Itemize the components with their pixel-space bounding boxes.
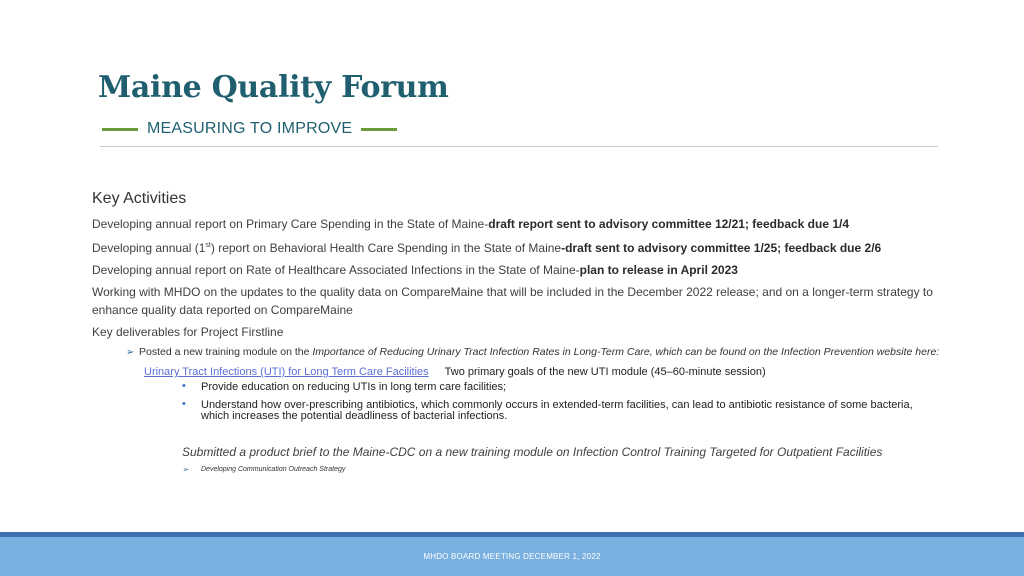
bullet-text: Posted a new training module on the <box>139 346 313 358</box>
header-divider <box>100 146 938 147</box>
goal-text: Understand how over-prescribing antibiotics, which commonly occurs in extended-term facilities, can lead to antibiotic resistance of some bacteria, which increases the potential deadliness of bacterial infections. <box>201 399 913 422</box>
activity-status: -draft sent to advisory committee 1/25; feedback due 2/6 <box>561 241 882 255</box>
activity-text: ) report on Behavioral Health Care Spending in the State of Maine <box>210 241 562 255</box>
arrow-bullet-icon: ➢ <box>182 465 189 474</box>
footer <box>0 537 1024 576</box>
submitted-brief: Submitted a product brief to the Maine-CDC on a new training module on Infection Control Training Targeted for Outpatient Facilities <box>182 445 883 459</box>
activity-text: Developing annual (1 <box>92 241 206 255</box>
activity-status: plan to release in April 2023 <box>579 263 738 277</box>
bullet-italic-text: Importance of Reducing Urinary Tract Infection Rates in Long-Term Care, which can be found on the Infection Prevention website here: <box>312 346 940 358</box>
activity-primary-care <box>92 215 942 233</box>
goal-text: Provide education on reducing UTIs in long term care facilities; <box>201 381 507 393</box>
bullet-dot-icon: • <box>182 380 186 392</box>
logo-subtitle: MEASURING TO IMPROVE <box>147 120 353 137</box>
activity-text: Developing annual report on Primary Care Spending in the State of Maine- <box>92 217 489 231</box>
goals-list <box>182 382 932 422</box>
footer-text: MHDO BOARD MEETING DECEMBER 1, 2022 <box>423 552 601 561</box>
bullet-dot-icon: • <box>182 398 186 410</box>
slide-content <box>92 190 942 473</box>
section-heading: Key Activities <box>92 190 187 207</box>
activity-status: draft report sent to advisory committee 12/21; feedback due 1/4 <box>488 217 850 231</box>
activity-hai <box>92 261 942 279</box>
deliverables-heading: Key deliverables for Project Firstline <box>92 325 284 339</box>
ordinal-suffix: st <box>205 242 211 249</box>
activity-behavioral-health <box>92 237 942 257</box>
bullet-text: Developing Communication Outreach Strategy <box>201 466 346 473</box>
list-item <box>182 400 932 422</box>
bullet-training-module <box>92 345 942 360</box>
logo-tagline <box>102 118 397 140</box>
activity-comparemaine: Working with MHDO on the updates to the quality data on CompareMaine that will be included in the December 2022 release; and on a longer-term strategy to enhance quality data reported on CompareMaine <box>92 285 933 317</box>
uti-module-link[interactable]: Urinary Tract Infections (UTI) for Long Term Care Facilities <box>144 366 429 378</box>
logo-title: Maine Quality Forum <box>98 70 449 105</box>
activity-text: Developing annual report on Rate of Healthcare Associated Infections in the State of Maine- <box>92 263 580 277</box>
bullet-outreach <box>182 466 942 473</box>
logo-left-rule <box>102 128 138 131</box>
arrow-bullet-icon: ➢ <box>126 347 135 358</box>
uti-link-row <box>124 366 942 378</box>
uti-goals-note: Two primary goals of the new UTI module (45–60-minute session) <box>444 366 766 378</box>
logo-right-rule <box>361 128 397 131</box>
list-item <box>182 382 932 393</box>
